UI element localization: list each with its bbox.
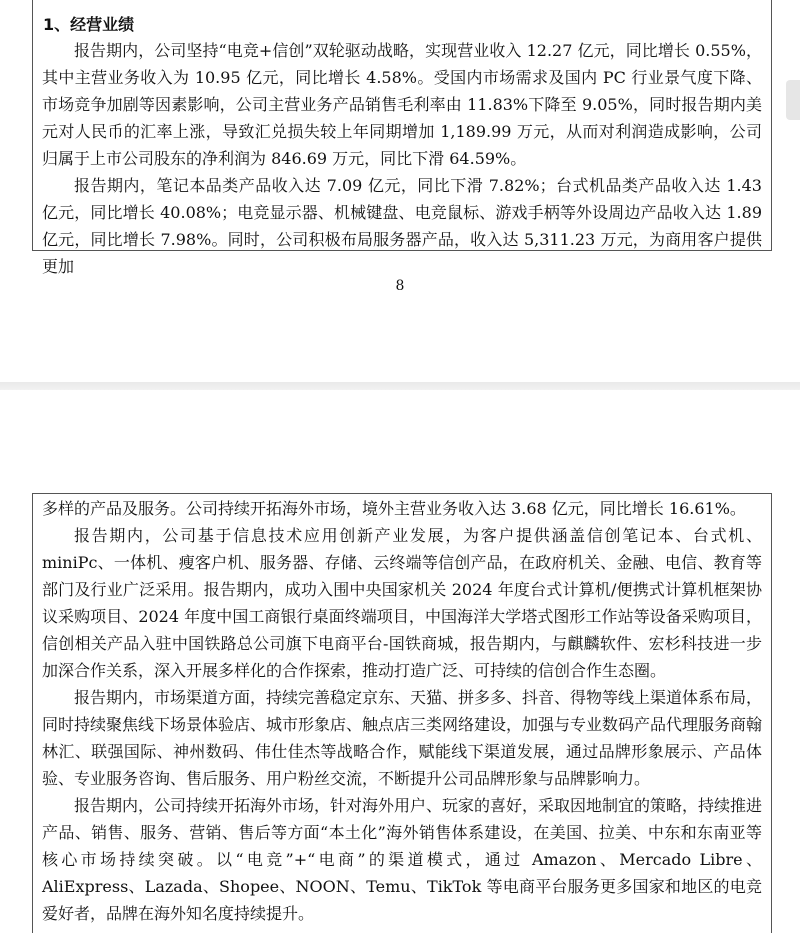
page-separator xyxy=(0,382,800,390)
paragraph-continuation: 多样的产品及服务。公司持续开拓海外市场，境外主营业务收入达 3.68 亿元，同比增长 16.61%。 xyxy=(42,499,746,518)
paragraph-overseas-market: 报告期内，公司持续开拓海外市场，针对海外用户、玩家的喜好，采取因地制宜的策略，持续推进产品、销售、服务、营销、售后等方面“本土化”海外销售体系建设，在美国、拉美、中东和东南亚等核心市场持续突破。以“电竞”+“电商”的渠道模式，通过 Amazon、Mercado Libre、AliExpress、Lazada、Shopee、NOON、Temu、TikTok 等电商平台服务更多国家和地区的电竞爱好者，品牌在海外知名度持续提升。 xyxy=(42,796,763,923)
section-heading: 1、经营业绩 xyxy=(43,15,135,34)
paragraph-operating-results: 报告期内，公司坚持“电竞+信创”双轮驱动战略，实现营业收入 12.27 亿元，同比增长 0.55%，其中主营业务收入为 10.95 亿元，同比增长 4.58%。受国内市场需求及国内 PC 行业景气度下降、市场竞争加剧等因素影响，公司主营业务产品销售毛利率由 11.83%下降至 9.05%，同时报告期内美元对人民币的汇率上涨，导致汇兑损失较上年同期增加 1,189.99 万元，从而对利润造成影响，公司归属于上市公司股东的净利润为 846.69 万元，同比下滑 64.59%。 xyxy=(42,41,762,168)
paragraph-xinchuang-products: 报告期内，公司基于信息技术应用创新产业发展，为客户提供涵盖信创笔记本、台式机、miniPc、一体机、瘦客户机、服务器、存储、云终端等信创产品，在政府机关、金融、电信、教育等部门及行业广泛采用。报告期内，成功入围中央国家机关 2024 年度台式计算机/便携式计算机框架协议采购项目、2024 年度中国工商银行桌面终端项目，中国海洋大学塔式图形工作站等设备采购项目，信创相关产品入驻中国铁路总公司旗下电商平台-国铁商城，报告期内，与麒麟软件、宏杉科技进一步加深合作关系，深入开展多样化的合作探索，推动打造广泛、可持续的信创合作生态圈。 xyxy=(42,526,762,680)
page-number: 8 xyxy=(395,278,405,294)
side-scroll-handle[interactable] xyxy=(786,80,800,120)
document-page-bottom xyxy=(0,390,800,924)
paragraph-product-revenue: 报告期内，笔记本品类产品收入达 7.09 亿元，同比下滑 7.82%；台式机品类产品收入达 1.43 亿元，同比增长 40.08%；电竞显示器、机械键盘、电竞鼠标、游戏手柄等外设周边产品收入达 1.89 亿元，同比增长 7.98%。同时，公司积极布局服务器产品，收入达 5,311.23 万元，为商用客户提供更加 xyxy=(42,176,762,276)
paragraph-market-channels: 报告期内，市场渠道方面，持续完善稳定京东、天猫、拼多多、抖音、得物等线上渠道体系布局，同时持续聚焦线下场景体验店、城市形象店、触点店三类网络建设，加强与专业数码产品代理服务商翰林汇、联强国际、神州数码、伟仕佳杰等战略合作，赋能线下渠道发展，通过品牌形象展示、产品体验、专业服务咨询、售后服务、用户粉丝交流，不断提升公司品牌形象与品牌影响力。 xyxy=(42,688,763,788)
document-page-top xyxy=(0,0,800,382)
